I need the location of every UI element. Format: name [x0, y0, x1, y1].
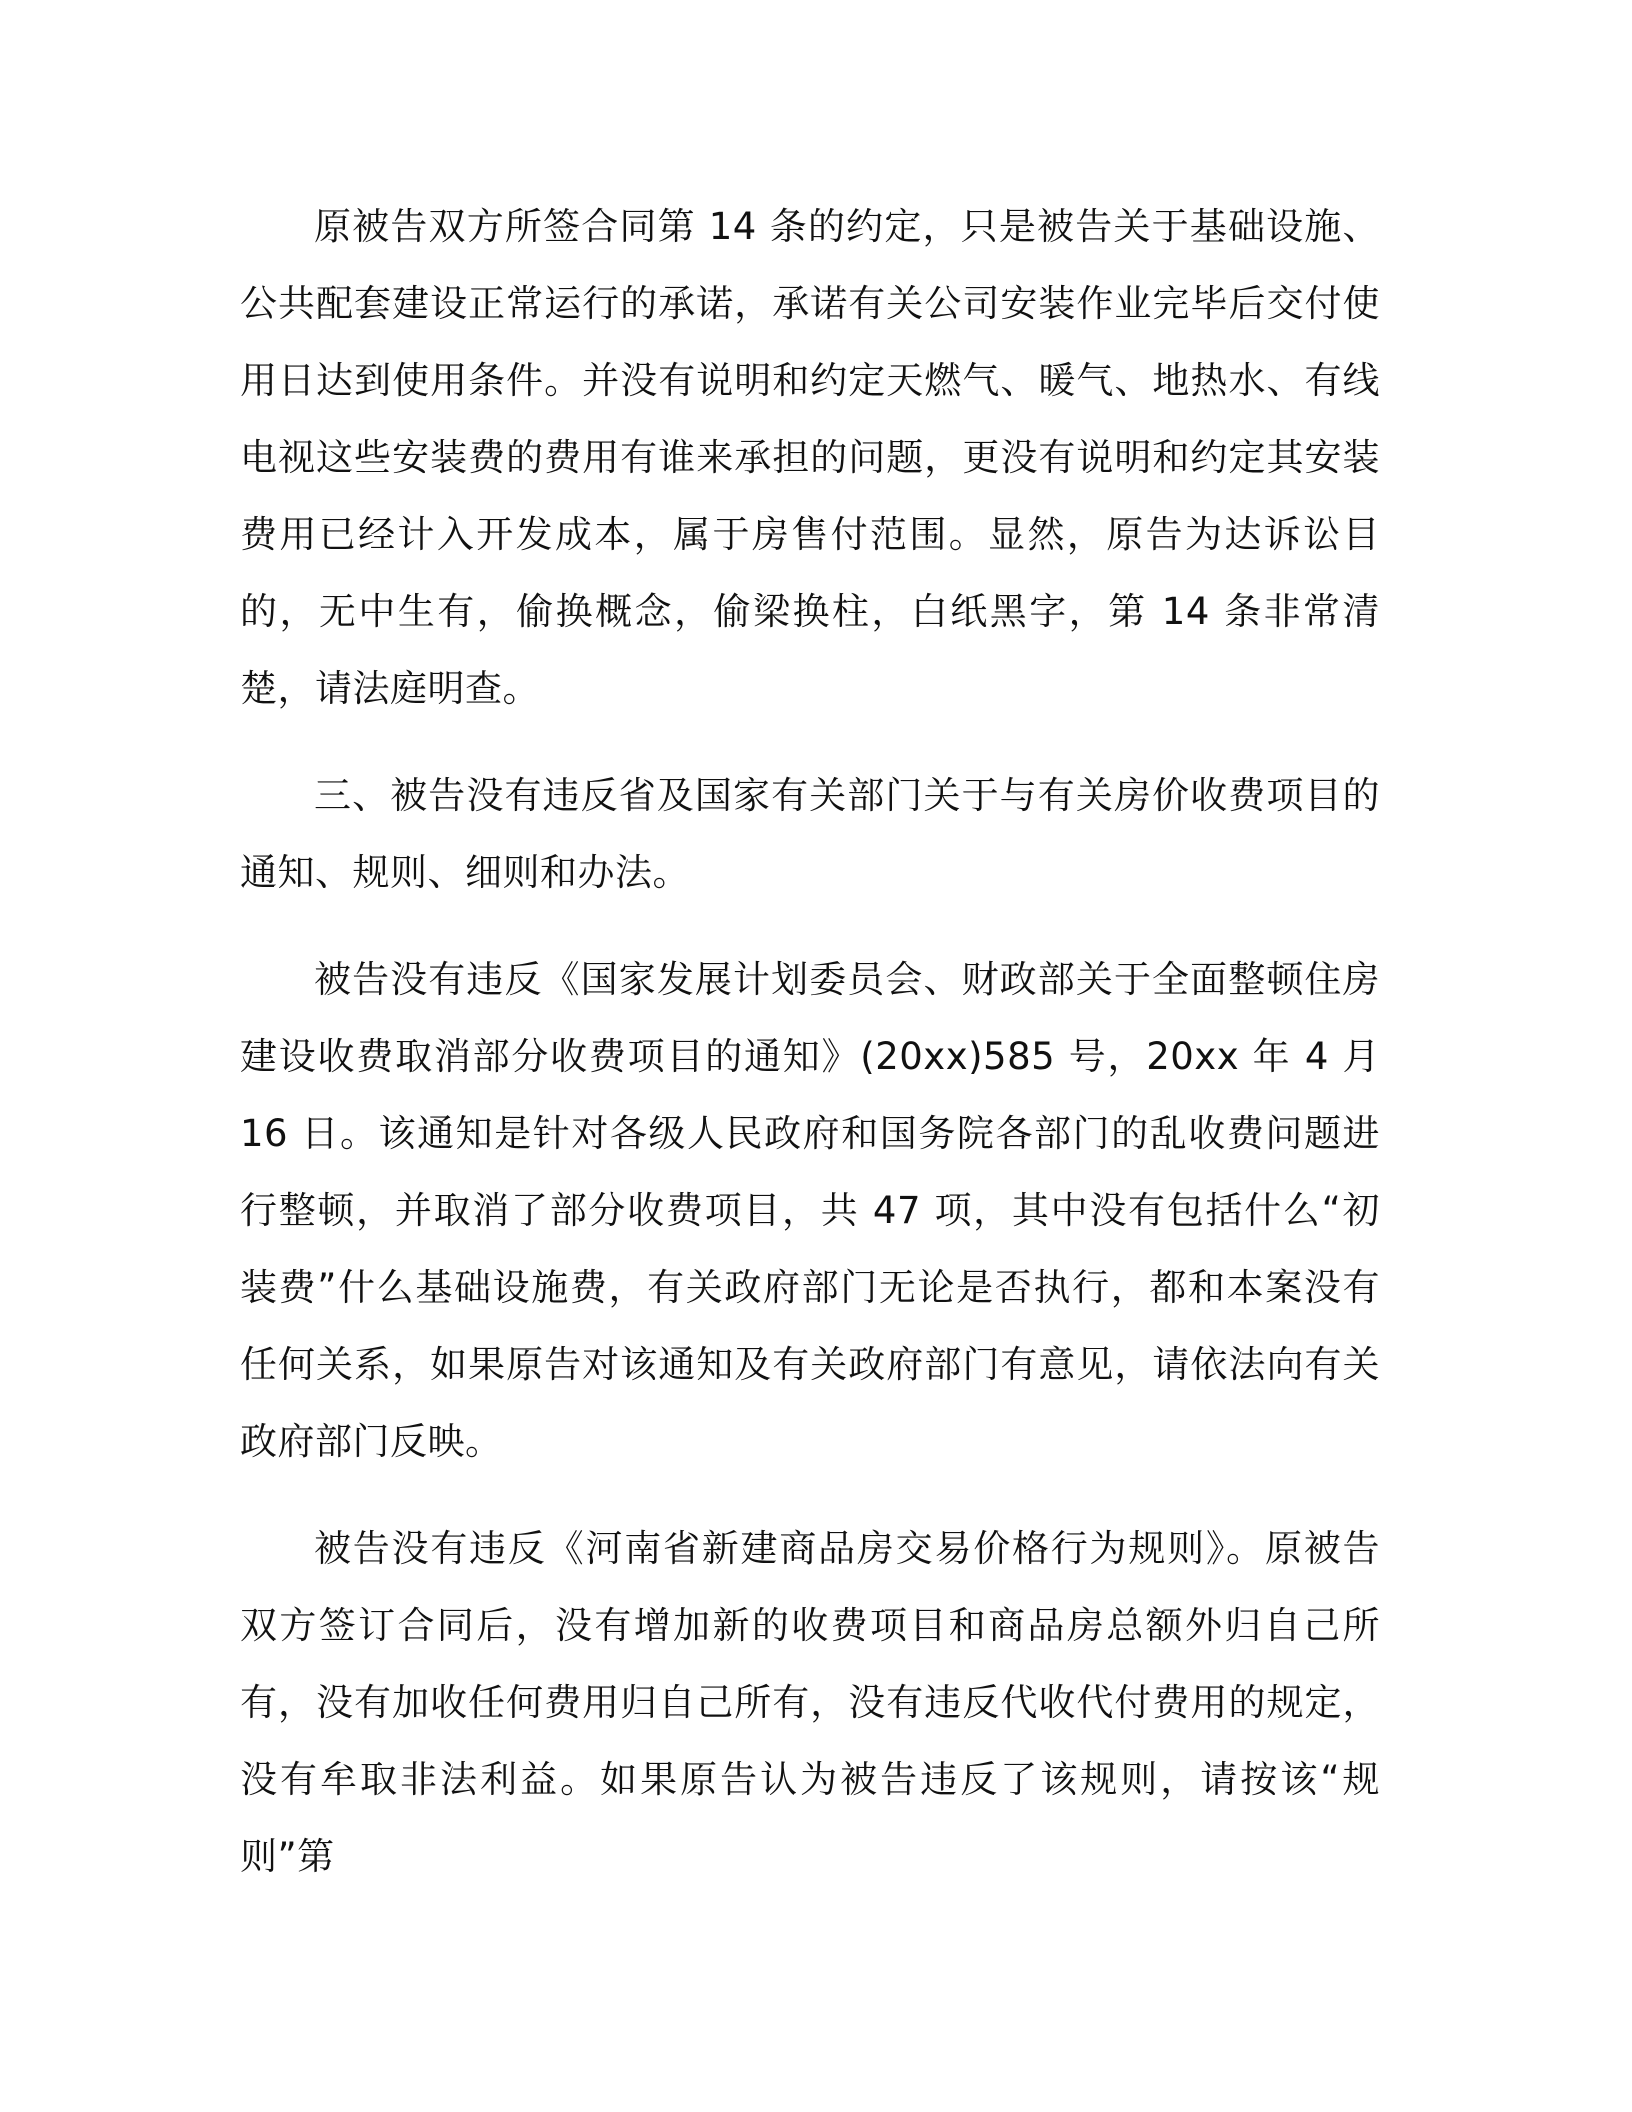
paragraph-section-three-heading: 三、被告没有违反省及国家有关部门关于与有关房价收费项目的通知、规则、细则和办法。 [240, 774, 1380, 894]
paragraph-contract-article-14: 原被告双方所签合同第 14 条的约定，只是被告关于基础设施、公共配套建设正常运行的承诺，承诺有关公司安装作业完毕后交付使用日达到使用条件。并没有说明和约定天燃气、暖气、地热水、有线电视这些安装费的费用有谁来承担的问题，更没有说明和约定其安装费用已经计入开发成本，属于房售付范围。显然，原告为达诉讼目的，无中生有，偷换概念，偷梁换柱，白纸黑字，第 14 条非常清楚，请法庭明查。 [240, 205, 1380, 710]
paragraph-henan-rules: 被告没有违反《河南省新建商品房交易价格行为规则》。原被告双方签订合同后，没有增加新的收费项目和商品房总额外归自己所有，没有加收任何费用归自己所有，没有违反代收代付费用的规定，没有牟取非法利益。如果原告认为被告违反了该规则，请按该“规则”第 [240, 1527, 1380, 1878]
paragraph-national-notice: 被告没有违反《国家发展计划委员会、财政部关于全面整顿住房建设收费取消部分收费项目的通知》(20xx)585 号，20xx 年 4 月 16 日。该通知是针对各级人民政府和国务院各部门的乱收费问题进行整顿，并取消了部分收费项目，共 47 项，其中没有包括什么“初装费”什么基础设施费，有关政府部门无论是否执行，都和本案没有任何关系，如果原告对该通知及有关政府部门有意见，请依法向有关政府部门反映。 [240, 958, 1380, 1463]
document-body [240, 188, 1380, 1895]
